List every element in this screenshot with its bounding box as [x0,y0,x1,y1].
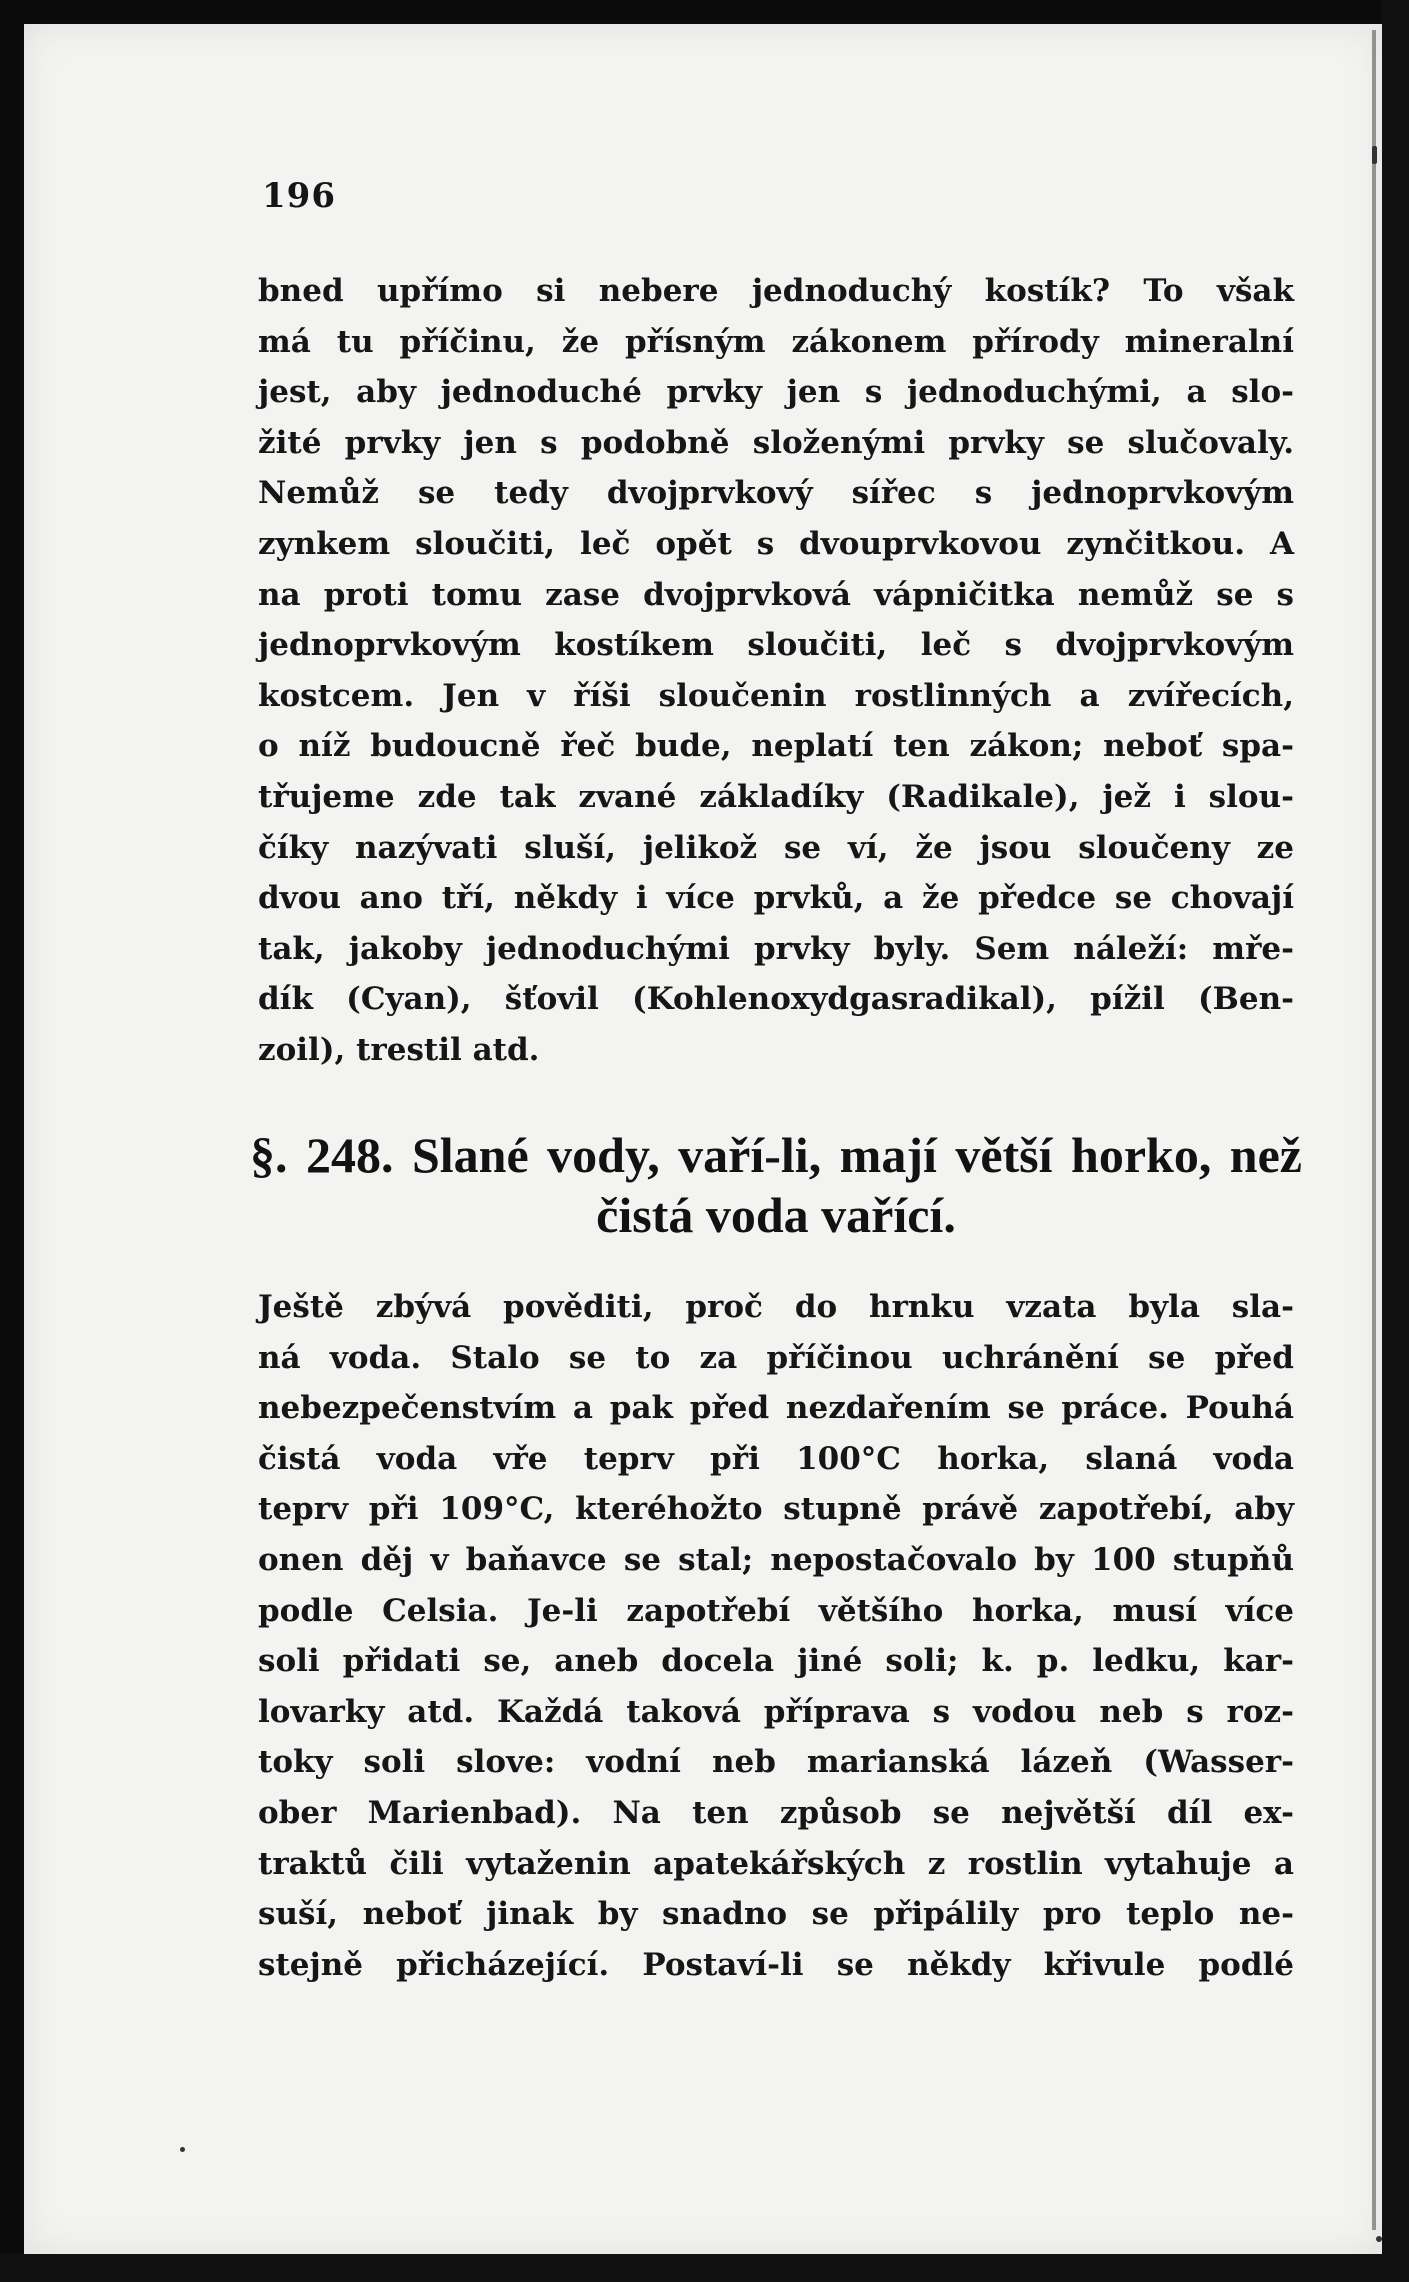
text-line: suší, neboť jinak by snadno se připálily pro teplo ne- [258,1896,1294,1933]
text-line: číky nazývati sluší, jelikož se ví, že jsou sloučeny ze [258,829,1294,866]
text-line: jest, aby jednoduché prvky jen s jednoduchými, a slo- [258,374,1294,411]
text-line: Ještě zbývá pověditi, proč do hrnku vzata byla sla- [258,1289,1294,1325]
text-line: zoil), trestil atd. [258,1031,540,1068]
scan-border-right [1382,0,1409,2282]
text-line: lovarky atd. Každá taková příprava s vodou neb s roz- [258,1693,1294,1730]
text-line: čistá voda vře teprv při 100°C horka, slaná voda [258,1440,1294,1477]
text-line: Nemůž se tedy dvojprvkový sířec s jednoprvkovým [258,475,1294,512]
page-edge-shadow [1372,30,1376,2230]
text-line: kostcem. Jen v říši sloučenin rostlinných a zvířecích, [258,677,1294,714]
text-line: podle Celsia. Je-li zapotřebí většího horka, musí více [258,1592,1294,1629]
text-line: dík (Cyan), šťovil (Kohlenoxydgasradikal), pížil (Ben- [258,981,1294,1018]
text-line: ná voda. Stalo se to za příčinou uchránění se před [258,1339,1294,1376]
scan-border-bottom [0,2254,1409,2282]
text-line: ober Marienbad). Na ten způsob se největší díl ex- [258,1794,1294,1831]
text-line: toky soli slove: vodní neb marianská lázeň (Wasser- [258,1744,1294,1781]
paragraph-2 [258,1282,1294,1990]
text-line: tak, jakoby jednoduchými prvky byly. Sem náleží: mře- [258,930,1294,967]
text-line: jednoprvkovým kostíkem sloučiti, leč s dvojprvkovým [258,627,1294,664]
text-line: dvou ano tří, někdy i více prvků, a že předce se chovají [258,880,1294,917]
text-line: traktů čili vytaženin apatekářských z rostlin vytahuje a [258,1845,1294,1882]
section-heading-line-2: čistá voda vařící. [596,1187,956,1243]
scan-speck [1372,146,1377,164]
text-line: o níž budoucně řeč bude, neplatí ten zákon; neboť spa- [258,728,1294,765]
scan-speck [180,2147,185,2152]
text-line: soli přidati se, aneb docela jiné soli; k. p. ledku, kar- [258,1643,1294,1680]
section-heading-line-1: §. 248. Slané vody, vaří-li, mají větší horko, než [250,1127,1302,1183]
page-number: 196 [262,176,336,216]
text-line: třujeme zde tak zvané základíky (Radikale), jež i slou- [258,778,1294,815]
text-line: teprv při 109°C, kteréhožto stupně právě zapotřebí, aby [258,1491,1294,1528]
text-line: onen děj v baňavce se stal; nepostačovalo by 100 stupňů [258,1541,1294,1578]
text-line: zynkem sloučiti, leč opět s dvouprvkovou zynčitkou. A [258,525,1294,562]
text-line: bned upřímo si nebere jednoduchý kostík? To však [258,273,1294,309]
text-line: nebezpečenstvím a pak před nezdařením se práce. Pouhá [258,1390,1294,1427]
text-line: žité prvky jen s podobně složenými prvky se slučovaly. [258,424,1294,461]
text-line: má tu příčinu, že přísným zákonem přírody mineralní [258,323,1294,360]
scan-speck [1376,2236,1382,2242]
paragraph-1 [258,266,1294,1076]
section-heading [250,1125,1302,1245]
text-line: stejně přicházející. Postaví-li se někdy křivule podlé [258,1946,1294,1983]
text-line: na proti tomu zase dvojprvková vápničitka nemůž se s [258,576,1294,613]
